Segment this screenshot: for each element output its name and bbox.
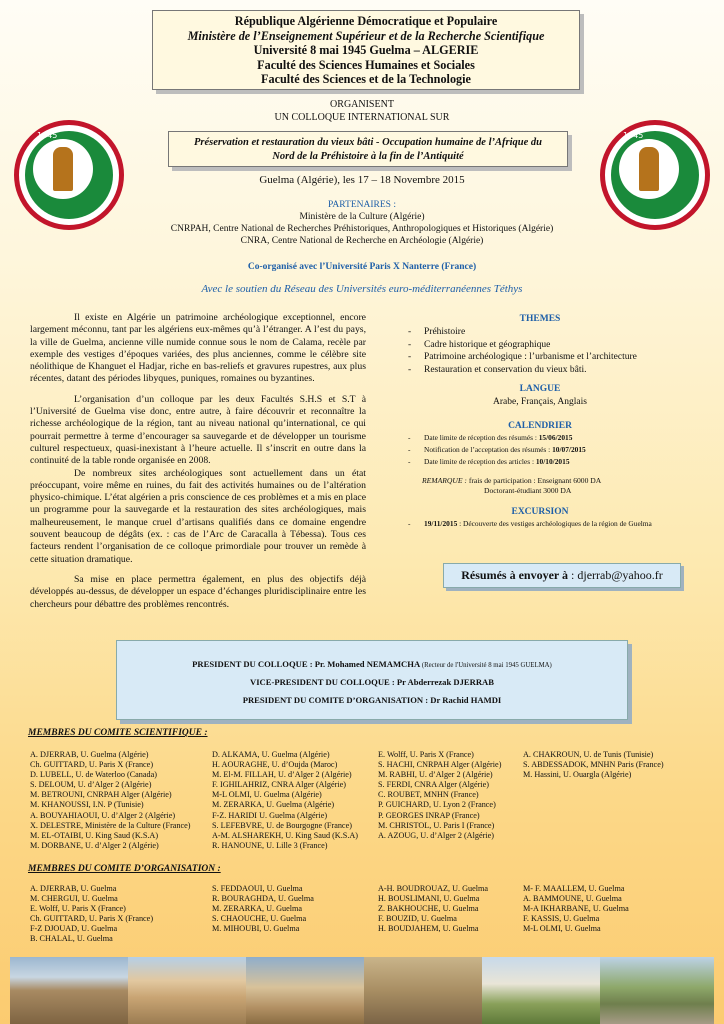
- comite-organisation-col1: [30, 884, 210, 945]
- member-name: F. BOUZID, U. Guelma: [378, 914, 457, 924]
- photo-roman-theatre: [128, 957, 246, 1024]
- member-name: F. IGHILAHRIZ, CNRA Alger (Algérie): [212, 780, 346, 790]
- photo-dolmen: [600, 957, 714, 1024]
- header-line-faculte-shs: Faculté des Sciences Humaines et Sociales: [257, 57, 475, 72]
- member-name: D. ALKAMA, U. Guelma (Algérie): [212, 750, 330, 759]
- calendrier-item: - Date limite de réception des articles : 10/10/2015: [408, 456, 708, 468]
- member-name: M. BETROUNI, CNRPAH Alger (Algérie): [30, 790, 172, 800]
- member-name: Ch. GUITTARD, U. Paris X (France): [30, 914, 154, 924]
- comite-organisation-col3: [378, 884, 528, 934]
- member-name: M. CHRISTOL, U. Paris I (France): [378, 820, 495, 830]
- presidents-box: [116, 640, 628, 720]
- themes-list: [408, 326, 698, 376]
- member-name: D. LUBELL, U. de Waterloo (Canada): [30, 770, 157, 780]
- theme-item: - Patrimoine archéologique : l’urbanisme et l’architecture: [408, 351, 698, 364]
- comite-scientifique-col3: [378, 750, 528, 841]
- member-name: C. ROUBET, MNHN (France): [378, 790, 479, 800]
- logo-year-left: 1945: [37, 131, 58, 140]
- comite-organisation-col2: [212, 884, 382, 934]
- member-name: M. KHANOUSSI, I.N. P (Tunisie): [30, 800, 144, 810]
- member-name: S. HACHI, CNRPAH Alger (Algérie): [378, 760, 502, 770]
- langue-heading: LANGUE: [519, 384, 561, 394]
- member-name: S. ABDESSADOK, MNHN Paris (France): [523, 760, 664, 770]
- organisent-text: ORGANISENT: [330, 99, 394, 110]
- member-name: M-L OLMI, U. Guelma: [523, 924, 601, 934]
- theme-title-line1: Préservation et restauration du vieux bâti - Occupation humaine de l’Afrique du: [194, 137, 542, 148]
- member-name: S. CHAOUCHE, U. Guelma: [212, 914, 307, 924]
- themes-heading: THEMES: [519, 314, 561, 324]
- body-paragraph-4: Sa mise en place permettra également, en plus des objectifs déjà développés au-dessus, de développer un espace d’échanges pluridisciplinaire entre les chercheurs pour débattre des problèmes rencontrés.: [30, 573, 366, 610]
- excursion-heading: EXCURSION: [511, 507, 569, 517]
- member-name: M. CHERGUI, U. Guelma: [30, 894, 118, 904]
- body-paragraph-1: Il existe en Algérie un patrimoine archéologique exceptionnel, encore largement méconnu, tant par les algériens eux-mêmes qu’à l’étranger. A l’est du pays, la ville de Guelma, ancienne ville numide connue sous le nom de Calama, recèle par exemple des vestiges d’époques variées, des plus anciennes, comme le célèbre site néolithique de Khanguet el Hadjar, riche en bas-reliefs et gravures rupestres, aux plus récentes, datant des périodes libyques, puniques, romaines ou byzantines.: [30, 312, 366, 385]
- langue-text: Arabe, Français, Anglais: [493, 397, 587, 407]
- member-name: F-Z. HARIDI U. Guelma (Algérie): [212, 810, 328, 820]
- member-name: A. AZOUG, U. d’Alger 2 (Algérie): [378, 830, 494, 840]
- president-comite-organisation: PRESIDENT DU COMITE D’ORGANISATION : Dr Rachid HAMDI: [242, 695, 502, 705]
- comite-scientifique-col1: [30, 750, 210, 851]
- member-name: S. FEDDAOUI, U. Guelma: [212, 884, 303, 893]
- calendrier-list: [408, 432, 708, 467]
- theme-title-line2: Nord de la Préhistoire à la fin de l’Antiquité: [272, 151, 464, 162]
- member-name: Z. BAKHOUCHE, U. Guelma: [378, 904, 479, 914]
- comite-scientifique-title: MEMBRES DU COMITE SCIENTIFIQUE :: [28, 728, 208, 738]
- member-name: M-A IKHARBANE, U. Guelma: [523, 904, 629, 914]
- comite-scientifique-col2: [212, 750, 382, 851]
- comite-organisation-col4: [523, 884, 693, 934]
- remarque-line2: Doctorant-étudiant 3000 DA: [484, 486, 572, 495]
- excursion-item: - 19/11/2015 : Découverte des vestiges archéologiques de la région de Guelma: [408, 518, 708, 529]
- calendrier-heading: CALENDRIER: [508, 421, 572, 431]
- member-name: M. Hassini, U. Ouargla (Algérie): [523, 770, 632, 780]
- excursion-list: [408, 518, 708, 529]
- theme-item: - Restauration et conservation du vieux bâti.: [408, 364, 698, 377]
- comite-organisation-title: MEMBRES DU COMITE D’ORGANISATION :: [28, 864, 221, 874]
- member-name: A-M. ALSHAREKH, U. King Saud (K.S.A): [212, 830, 359, 840]
- resumes-box: [443, 563, 681, 588]
- partenaire-item: CNRPAH, Centre National de Recherches Préhistoriques, Anthropologiques et Historiques (Algérie): [170, 224, 554, 234]
- member-name: M. DORBANE, U. d’Alger 2 (Algérie): [30, 840, 159, 850]
- member-name: B. CHALAL, U. Guelma: [30, 934, 113, 944]
- colloque-text: UN COLLOQUE INTERNATIONAL SUR: [274, 112, 450, 123]
- partenaires-heading: PARTENAIRES :: [328, 200, 396, 210]
- member-name: A. CHAKROUN, U. de Tunis (Tunisie): [523, 750, 654, 759]
- member-name: S. FERDI, CNRA Alger (Algérie): [378, 780, 489, 790]
- partenaire-item: Ministère de la Culture (Algérie): [299, 212, 425, 222]
- comite-scientifique-col4: [523, 750, 693, 780]
- soutien-text: Avec le soutien du Réseau des Universités euro-méditerranéennes Téthys: [201, 283, 523, 295]
- member-name: M. EL-OTAIBI, U. King Saud (K.S.A): [30, 830, 159, 840]
- member-name: M- F. MAALLEM, U. Guelma: [523, 884, 625, 893]
- theme-item: - Cadre historique et géographique: [408, 339, 698, 352]
- body-text: [30, 312, 366, 611]
- member-name: S. DELOUM, U. d’Alger 2 (Algérie): [30, 780, 152, 790]
- photo-ruins-arch: [10, 957, 128, 1024]
- member-name: H. AOURAGHE, U. d’Oujda (Maroc): [212, 760, 338, 770]
- member-name: R. HANOUNE, U. Lille 3 (France): [212, 840, 328, 850]
- member-name: A. DJERRAB, U. Guelma (Algérie): [30, 750, 149, 759]
- colloque-theme-box: [168, 131, 568, 167]
- member-name: X. DELESTRE, Ministère de la Culture (France): [30, 820, 191, 830]
- member-name: H. BOUSLIMANI, U. Guelma: [378, 894, 480, 904]
- photo-stele: [364, 957, 482, 1024]
- member-name: P. GUICHARD, U. Lyon 2 (France): [378, 800, 496, 810]
- vice-president-colloque: VICE-PRESIDENT DU COLLOQUE : Pr Abderrezak DJERRAB: [250, 677, 494, 687]
- member-name: F. KASSIS, U. Guelma: [523, 914, 600, 924]
- header-line-ministere: Ministère de l’Enseignement Supérieur et de la Recherche Scientifique: [187, 28, 545, 43]
- member-name: H. BOUDJAHEM, U. Guelma: [378, 924, 479, 934]
- photo-columns: [246, 957, 364, 1024]
- member-name: P. GEORGES INRAP (France): [378, 810, 480, 820]
- member-name: A-H. BOUDROUAZ, U. Guelma: [378, 884, 489, 893]
- member-name: S. LEFEBVRE, U. de Bourgogne (France): [212, 820, 352, 830]
- header-line-faculte-st: Faculté des Sciences et de la Technologie: [261, 72, 471, 86]
- member-name: M. ZERARKA, U. Guelma: [212, 904, 303, 914]
- coorganise-text: Co-organisé avec l’Université Paris X Nanterre (France): [247, 262, 477, 272]
- remarque-text: REMARQUE : frais de participation : Enseignant 6000 DA: [422, 476, 602, 485]
- place-date: Guelma (Algérie), les 17 – 18 Novembre 2015: [259, 174, 465, 186]
- resumes-email[interactable]: : djerrab@yahoo.fr: [568, 568, 663, 582]
- theme-item: - Préhistoire: [408, 326, 698, 339]
- photo-museum: [482, 957, 600, 1024]
- member-name: M. MIHOUBI, U. Guelma: [212, 924, 300, 934]
- member-name: R. BOURAGHDA, U. Guelma: [212, 894, 314, 904]
- member-name: M. El-M. FILLAH, U. d’Alger 2 (Algérie): [212, 770, 352, 780]
- president-colloque: PRESIDENT DU COLLOQUE : Pr. Mohamed NEMAMCHA (Recteur de l'Université 8 mai 1945 GUELMA): [192, 659, 552, 669]
- member-name: A. BAMMOUNE, U. Guelma: [523, 894, 622, 904]
- partenaire-item: CNRA, Centre National de Recherche en Archéologie (Algérie): [240, 236, 484, 246]
- member-name: E. Wolff, U. Paris X (France): [378, 750, 474, 759]
- header-box: [152, 10, 580, 90]
- member-name: F-Z DJOUAD, U. Guelma: [30, 924, 118, 934]
- member-name: A. DJERRAB, U. Guelma: [30, 884, 117, 893]
- member-name: M-L OLMI, U. Guelma (Algérie): [212, 790, 322, 800]
- calendrier-item: - Date limite de réception des résumés : 15/06/2015: [408, 432, 708, 444]
- header-line-universite: Université 8 mai 1945 Guelma – ALGERIE: [253, 43, 479, 57]
- body-paragraph-3: De nombreux sites archéologiques sont actuellement dans un état préoccupant, voire même en ruines, du fait des activités humaines ou de l’altération physico-chimique. L’état algérien a pris conscience de ces problèmes et a mis en place un programme pour la sauvegarde et la restauration des sites archéologiques, mais malheureusement, le manque cruel d’artisans qualifiés dans ce domaine engendre souvent beaucoup de dégâts (ex. : cas de l’Arc de Caracalla à Tébessa). Tous ces facteurs rendent l’organisation de ce colloque primordiale pour trouver un remède à cette situation dramatique.: [30, 467, 366, 565]
- member-name: M. RABHI, U. d’Alger 2 (Algérie): [378, 770, 493, 780]
- resumes-label: Résumés à envoyer à: [461, 568, 569, 582]
- header-line-republique: République Algérienne Démocratique et Populaire: [234, 14, 498, 28]
- logo-year-right: 1945: [623, 131, 644, 140]
- body-paragraph-2: L’organisation d’un colloque par les deux Facultés S.H.S et S.T à l’Université de Guelma vise donc, entre autre, à faire découvrir et reconnaître la richesse archéologique de la région, tant au niveau national qu’international, ce qui pourrait permettre à terme d’encourager sa sauvegarde et de développer un tourisme culturel respectueux, quasi-inexistant à l’heure actuelle. Il s’inscrit en outre dans la continuité de la table ronde organisée en 2008.: [30, 393, 366, 467]
- calendrier-item: - Notification de l’acceptation des résumés : 10/07/2015: [408, 444, 708, 456]
- member-name: M. ZERARKA, U. Guelma (Algérie): [212, 800, 335, 810]
- member-name: Ch. GUITTARD, U. Paris X (France): [30, 760, 154, 770]
- member-name: A. BOUYAHIAOUI, U. d’Alger 2 (Algérie): [30, 810, 176, 820]
- member-name: E. Wolff, U. Paris X (France): [30, 904, 126, 914]
